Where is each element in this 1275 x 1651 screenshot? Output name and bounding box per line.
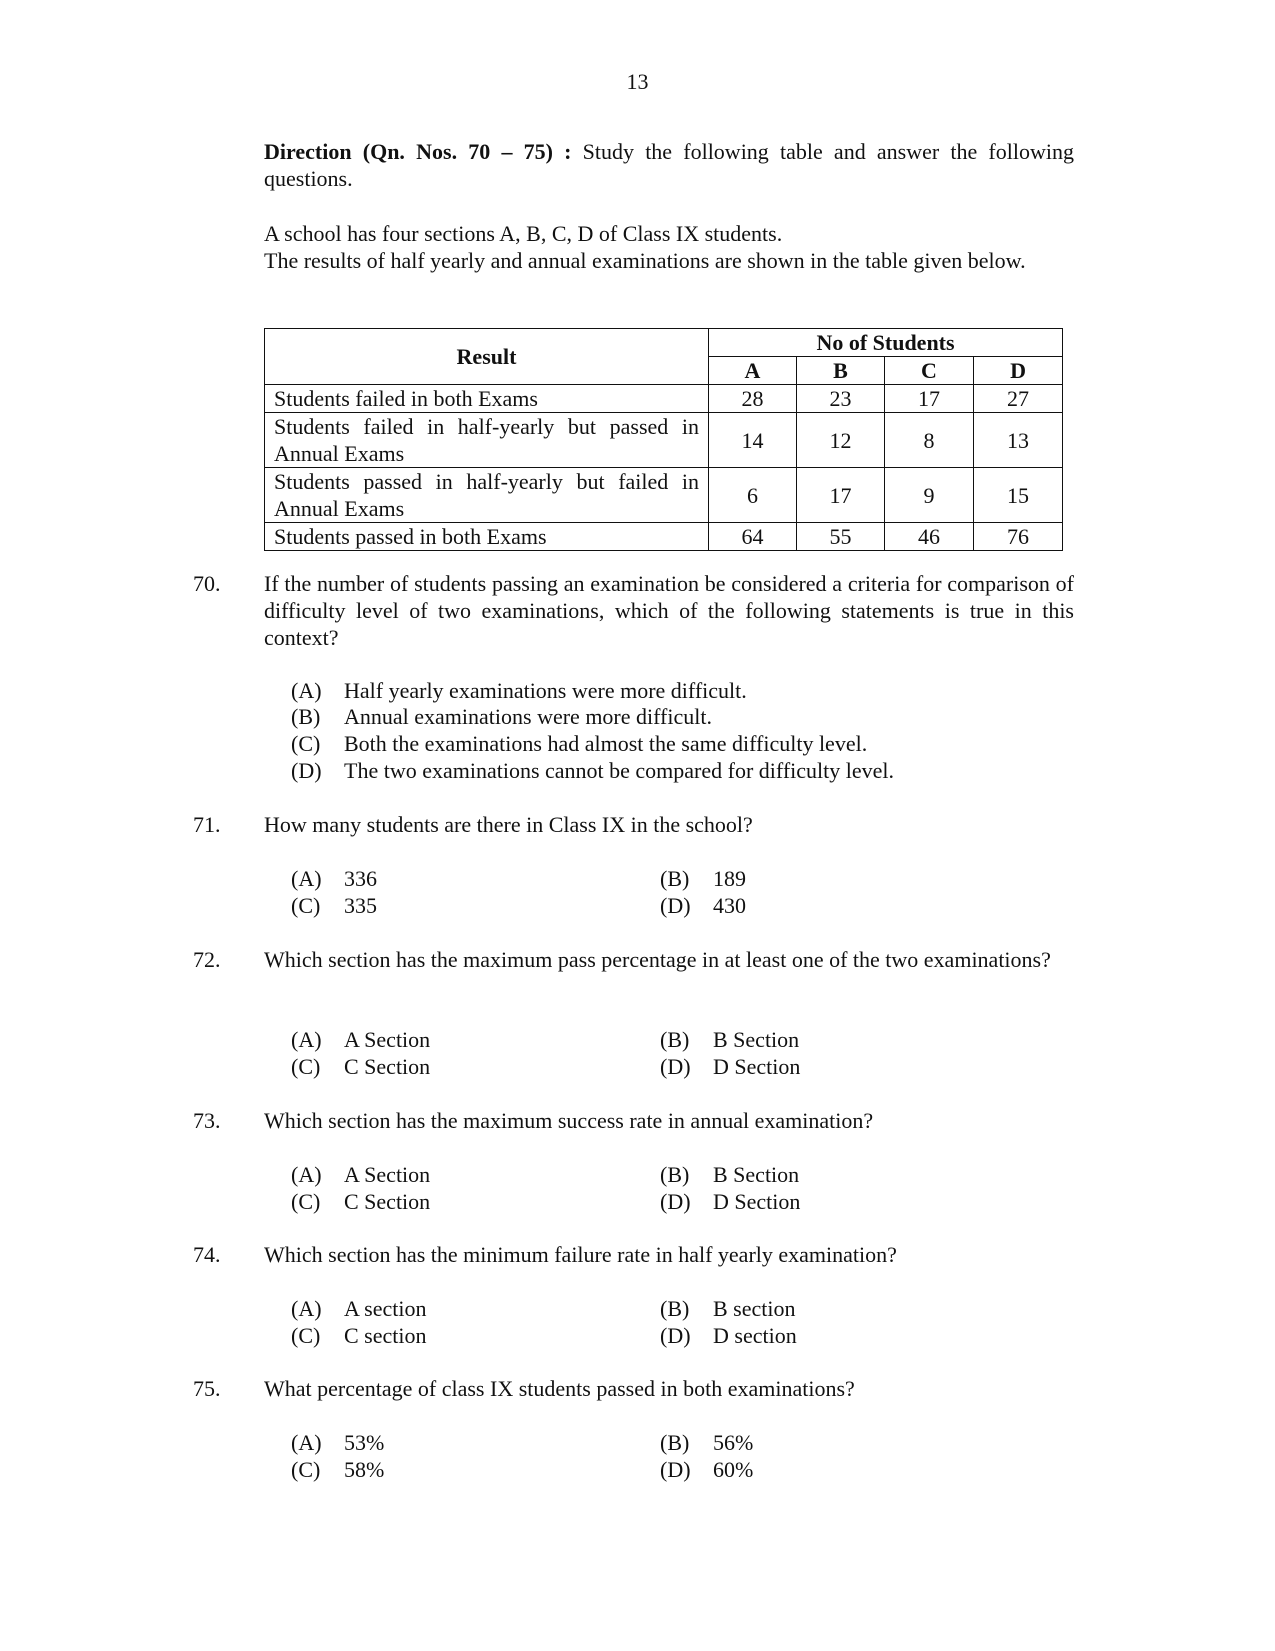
option-c: (C) C Section [291,1189,431,1214]
table-cell: 14 [709,413,797,468]
row-label: Students passed in half-yearly but failed in Annual Exams [265,468,709,523]
row-label: Students failed in half-yearly but passed in Annual Exams [265,413,709,468]
option-c: (C) C section [291,1323,427,1348]
option-b: (B) Annual examinations were more difficult. [291,704,712,729]
option-d: (D) D section [660,1323,797,1348]
question-number: 71. [193,812,221,837]
intro-line-2: The results of half yearly and annual examinations are shown in the table given below. [264,248,1026,273]
direction-text [264,138,1074,192]
table-row [265,413,1063,468]
table-cell: 6 [709,468,797,523]
option-d: (D) 60% [660,1457,754,1482]
question-text: Which section has the maximum success rate in annual examination? [264,1108,874,1133]
section-header: B [797,357,885,385]
direction-body: Study the following table and answer the following questions. [264,139,1074,191]
option-c: (C) C Section [291,1054,431,1079]
table-row [265,523,1063,551]
question-text: If the number of students passing an examination be considered a criteria for comparison of difficulty level of two examinations, which of the following statements is true in this context? [264,571,1074,650]
table-cell: 17 [797,468,885,523]
section-header: D [974,357,1063,385]
table-row [265,468,1063,523]
direction-label: Direction (Qn. Nos. 70 – 75) : [264,139,572,164]
option-a: (A) A section [291,1296,427,1321]
option-b: (B) B section [660,1296,796,1321]
table-cell: 17 [885,385,974,413]
question-text: How many students are there in Class IX in the school? [264,812,753,837]
question-number: 74. [193,1242,221,1267]
table-cell: 28 [709,385,797,413]
row-label: Students passed in both Exams [265,523,709,551]
table-cell: 12 [797,413,885,468]
question-number: 73. [193,1108,221,1133]
intro-line-1: A school has four sections A, B, C, D of Class IX students. [264,221,783,246]
table-cell: 27 [974,385,1063,413]
option-d: (D) D Section [660,1054,801,1079]
table-cell: 8 [885,413,974,468]
section-header: C [885,357,974,385]
result-header: Result [265,329,709,385]
question-text: Which section has the maximum pass percentage in at least one of the two examinations? [264,947,1051,972]
option-a: (A) A Section [291,1027,431,1052]
table-cell: 9 [885,468,974,523]
question-number: 72. [193,947,221,972]
option-c: (C) Both the examinations had almost the same difficulty level. [291,731,868,756]
option-c: (C) 58% [291,1457,385,1482]
question-text: Which section has the minimum failure rate in half yearly examination? [264,1242,897,1267]
option-a: (A) 53% [291,1430,385,1455]
option-b: (B) B Section [660,1027,800,1052]
section-header: A [709,357,797,385]
option-b: (B) 56% [660,1430,754,1455]
table-cell: 55 [797,523,885,551]
table-cell: 23 [797,385,885,413]
table-cell: 76 [974,523,1063,551]
question-number: 70. [193,571,221,596]
results-table [264,328,1063,551]
row-label: Students failed in both Exams [265,385,709,413]
table-cell: 13 [974,413,1063,468]
question-text: What percentage of class IX students passed in both examinations? [264,1376,855,1401]
option-c: (C) 335 [291,893,377,918]
option-d: (D) D Section [660,1189,801,1214]
table-row [265,385,1063,413]
option-a: (A) A Section [291,1162,431,1187]
option-d: (D) 430 [660,893,746,918]
page-number: 13 [626,69,649,94]
option-b: (B) 189 [660,866,746,891]
group-header: No of Students [709,329,1063,357]
option-a: (A) Half yearly examinations were more difficult. [291,678,747,703]
option-d: (D) The two examinations cannot be compared for difficulty level. [291,758,895,783]
table-cell: 15 [974,468,1063,523]
question-number: 75. [193,1376,221,1401]
table-cell: 46 [885,523,974,551]
table-cell: 64 [709,523,797,551]
option-b: (B) B Section [660,1162,800,1187]
option-a: (A) 336 [291,866,377,891]
